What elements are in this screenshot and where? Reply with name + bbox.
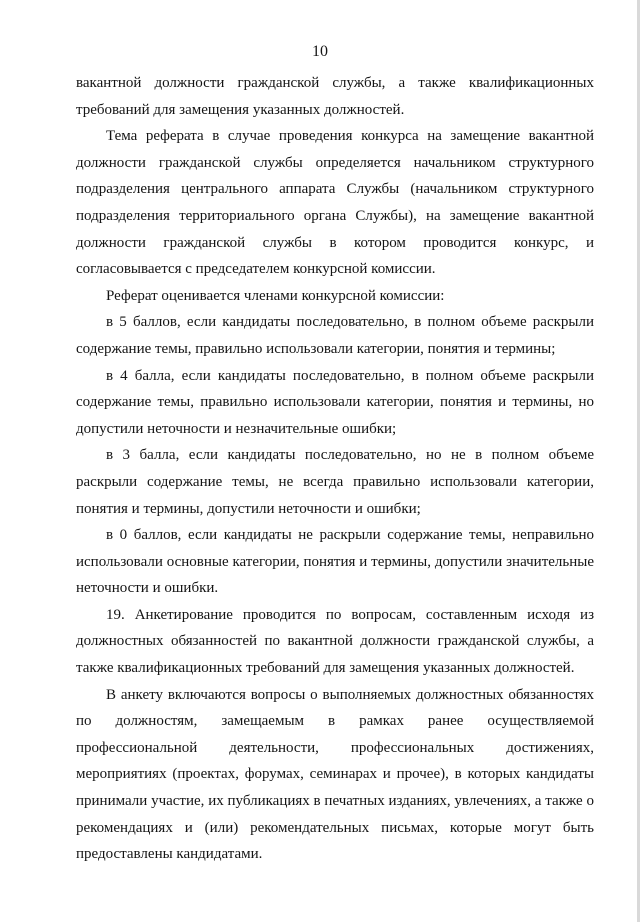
page-number: 10 [312, 43, 328, 60]
paragraph-continuation: вакантной должности гражданской службы, а также квалификационных требований для замещения указанных должностей. [76, 75, 594, 118]
paragraph-questionnaire-content: В анкету включаются вопросы о выполняемых должностных обязанностях по должностям, замещаемым в рамках ранее осуществляемой профессиональной деятельности, профессиональных достижениях, мероприятиях (проектах, форумах, семинарах и прочее), в которых кандидаты принимали участие, их публикациях в печатных изданиях, увлечениях, а также о рекомендациях и (или) рекомендательных письмах, которые могут быть предоставлены кандидатами. [76, 686, 594, 863]
document-body [76, 70, 594, 868]
paragraph-essay-evaluation: Реферат оценивается членами конкурсной комиссии: [106, 287, 445, 304]
paragraph-score-0: в 0 баллов, если кандидаты не раскрыли содержание темы, неправильно использовали основные категории, понятия и термины, допустили значительные неточности и ошибки. [76, 527, 594, 597]
paragraph-questionnaire: 19. Анкетирование проводится по вопросам, составленным исходя из должностных обязанностей по вакантной должности гражданской службы, а также квалификационных требований для замещения указанных должностей. [76, 606, 594, 677]
paragraph-score-4: в 4 балла, если кандидаты последовательно, в полном объеме раскрыли содержание темы, правильно использовали категории, понятия и термины, но допустили неточности и незначительные ошибки; [76, 367, 594, 437]
paragraph-score-5: в 5 баллов, если кандидаты последовательно, в полном объеме раскрыли содержание темы, правильно использовали категории, понятия и термины; [76, 314, 594, 357]
paragraph-essay-topic: Тема реферата в случае проведения конкурса на замещение вакантной должности гражданской службы определяется начальником структурного подразделения центрального аппарата Службы (начальником структурного подразделения территориального органа Службы), на замещение вакантной должности гражданской службы в котором проводится конкурс, и согласовывается с председателем конкурсной комиссии. [76, 128, 594, 278]
paragraph-score-3: в 3 балла, если кандидаты последовательно, но не в полном объеме раскрыли содержание темы, не всегда правильно использовали категории, понятия и термины, допустили неточности и ошибки; [76, 447, 594, 517]
